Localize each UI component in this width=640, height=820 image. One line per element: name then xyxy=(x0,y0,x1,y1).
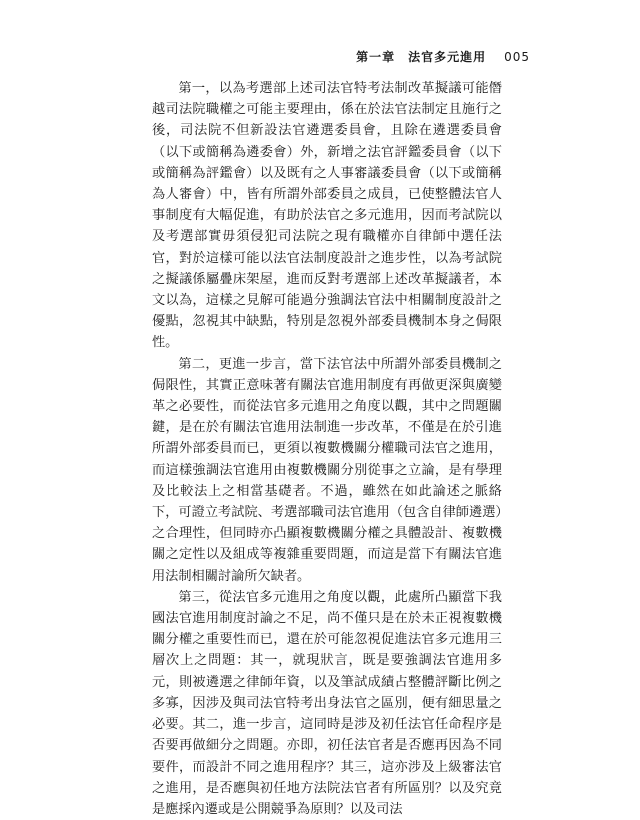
paragraph-second: 第二，更進一步言，當下法官法中所謂外部委員機制之侷限性，其實正意味著有關法官進用制度有再做更深與廣變革之必要性，而從法官多元進用之角度以觀，其中之問題關鍵，是在於有關法官進用法制進一步改革，不僅是在於引進所謂外部委員而已，更須以複數機關分權職司法官之進用，而這樣強調法官進用由複數機關分別從事之立論，是有學理及比較法上之相當基礎者。不過，雖然在如此論述之脈絡下，可證立考試院、考選部職司法官進用（包含自律師遴選）之合理性，但同時亦凸顯複數機關分權之具體設計、複數機關之定性以及組成等複雜重要問題，而這是當下有關法官進用法制相關討論所欠缺者。 xyxy=(152,356,502,584)
body-text xyxy=(152,78,502,820)
chapter-title: 第一章 法官多元進用 xyxy=(356,50,487,64)
paragraph-first: 第一，以為考選部上述司法官特考法制改革擬議可能僭越司法院職權之可能主要理由，係在於法官法制定且施行之後，司法院不但新設法官遴選委員會，且除在遴選委員會（以下或簡稱為遴委會）外，新增之法官評鑑委員會（以下或簡稱為評鑑會）以及既有之人事審議委員會（以下或簡稱為人審會）中，皆有所謂外部委員之成員，已使整體法官人事制度有大幅促進，有助於法官之多元進用，因而考試院以及考選部實毋須侵犯司法院之現有職權亦自律師中選任法官，對於這樣可能以法官法制度設計之進步性，以為考試院之擬議係屬疊床架屋，進而反對考選部上述改革擬議者，本文以為，這樣之見解可能過分強調法官法中相關制度設計之優點，忽視其中缺點，特別是忽視外部委員機制本身之侷限性。 xyxy=(152,81,502,351)
running-head xyxy=(356,48,530,65)
page-number: 005 xyxy=(504,50,530,64)
paragraph-third: 第三，從法官多元進用之角度以觀，此處所凸顯當下我國法官進用制度討論之不足，尚不僅只是在於未正視複數機關分權之重要性而已，還在於可能忽視促進法官多元進用三層次上之問題：其一，就現狀言，既是要強調法官進用多元，則被遴選之律師年資，以及筆試成績占整體評斷比例之多寡，因涉及與司法官特考出身法官之區別，便有細思量之必要。其二，進一步言，這同時是涉及初任法官任命程序是否要再做細分之問題。亦即，初任法官者是否應再因為不同要件，而設計不同之進用程序？其三，這亦涉及上級審法官之進用，是否應與初任地方法院法官者有所區別？以及究竟是應採內遷或是公開競爭為原則？以及司法 xyxy=(152,589,502,817)
